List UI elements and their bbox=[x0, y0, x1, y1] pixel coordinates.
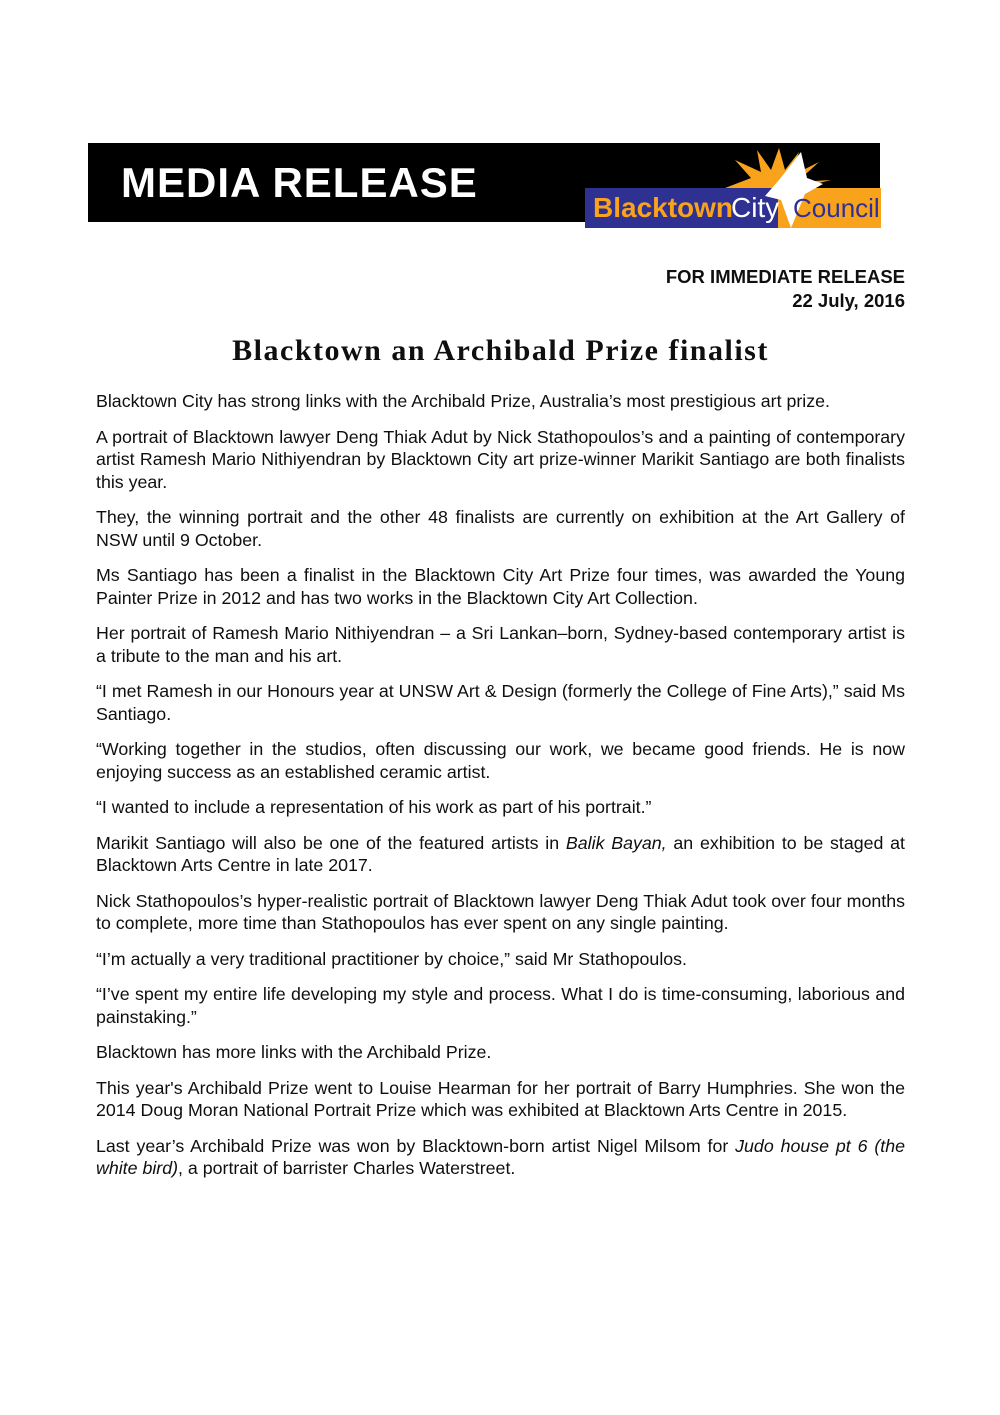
text-run: an exhibition to be staged at Blacktown Arts Centre in late 2017. bbox=[96, 832, 906, 875]
paragraph bbox=[96, 983, 905, 1028]
paragraph bbox=[96, 564, 905, 609]
release-line-immediate: FOR IMMEDIATE RELEASE bbox=[665, 266, 905, 287]
text-run: , a portrait of barrister Charles Waterstreet. bbox=[178, 1158, 516, 1178]
paragraph bbox=[96, 622, 905, 667]
header-banner bbox=[88, 143, 880, 222]
italic-text: Judo house pt 6 (the white bird) bbox=[96, 1135, 905, 1178]
text-run: Her portrait of Ramesh Mario Nithiyendran – a Sri Lankan–born, Sydney-based contemporary artist is a tribute to the man and his art. bbox=[96, 623, 905, 666]
paragraph bbox=[96, 832, 905, 877]
council-logo bbox=[585, 148, 881, 228]
italic-text: Balik Bayan, bbox=[565, 832, 667, 853]
article-title: Blacktown an Archibald Prize finalist bbox=[232, 334, 769, 367]
text-run: Ms Santiago has been a finalist in the Blacktown City Art Prize four times, was awarded the Young Painter Prize in 2012 and has two works in the Blacktown City Art Collection. bbox=[96, 565, 905, 608]
paragraph bbox=[96, 426, 905, 494]
text-run: A portrait of Blacktown lawyer Deng Thiak Adut by Nick Stathopoulos’s and a painting of contemporary artist Ramesh Mario Nithiyendran by Blacktown City art prize-winner Marikit Santiago are both finalists this year. bbox=[96, 426, 905, 492]
paragraph bbox=[96, 1135, 905, 1180]
paragraph bbox=[96, 738, 905, 783]
text-run: “I wanted to include a representation of his work as part of his portrait.” bbox=[96, 797, 652, 817]
text-run: Blacktown City has strong links with the Archibald Prize, Australia’s most prestigious art prize. bbox=[96, 391, 830, 411]
logo-text-council: Council bbox=[793, 193, 880, 223]
paragraph bbox=[96, 948, 905, 971]
council-logo-graphic bbox=[585, 148, 881, 228]
text-run: “I’ve spent my entire life developing my style and process. What I do is time-consuming, laborious and painstaking.” bbox=[96, 984, 905, 1027]
release-info bbox=[96, 265, 905, 313]
paragraph bbox=[96, 680, 905, 725]
text-run: “I met Ramesh in our Honours year at UNSW Art & Design (formerly the College of Fine Arts),” said Ms Santiago. bbox=[96, 681, 905, 724]
logo-text-city: City bbox=[731, 192, 780, 223]
text-run: This year's Archibald Prize went to Louise Hearman for her portrait of Barry Humphries. She won the 2014 Doug Moran National Portrait Prize which was exhibited at Blacktown Arts Centre in 2015. bbox=[96, 1077, 905, 1120]
text-run: Last year’s Archibald Prize was won by Blacktown-born artist Nigel Milsom for bbox=[96, 1135, 736, 1156]
logo-text-blacktown: Blacktown bbox=[593, 192, 734, 223]
text-run: Nick Stathopoulos’s hyper-realistic portrait of Blacktown lawyer Deng Thiak Adut took over four months to complete, more time than Stathopoulos has ever spent on any single painting. bbox=[96, 890, 905, 933]
paragraph bbox=[96, 390, 905, 413]
paragraph bbox=[96, 796, 905, 819]
paragraph bbox=[96, 506, 905, 551]
paragraph bbox=[96, 890, 905, 935]
text-run: “I’m actually a very traditional practitioner by choice,” said Mr Stathopoulos. bbox=[96, 948, 687, 969]
paragraph bbox=[96, 1041, 905, 1064]
text-run: Marikit Santiago will also be one of the featured artists in bbox=[96, 832, 566, 853]
text-run: “Working together in the studios, often discussing our work, we became good friends. He is now enjoying success as an established ceramic artist. bbox=[96, 739, 905, 782]
release-line-date: 22 July, 2016 bbox=[792, 290, 905, 311]
paragraph bbox=[96, 1077, 905, 1122]
text-run: They, the winning portrait and the other 48 finalists are currently on exhibition at the Art Gallery of NSW until 9 October. bbox=[96, 507, 905, 550]
article-body bbox=[96, 390, 905, 1193]
banner-title: MEDIA RELEASE bbox=[121, 158, 478, 206]
text-run: Blacktown has more links with the Archibald Prize. bbox=[96, 1042, 492, 1062]
